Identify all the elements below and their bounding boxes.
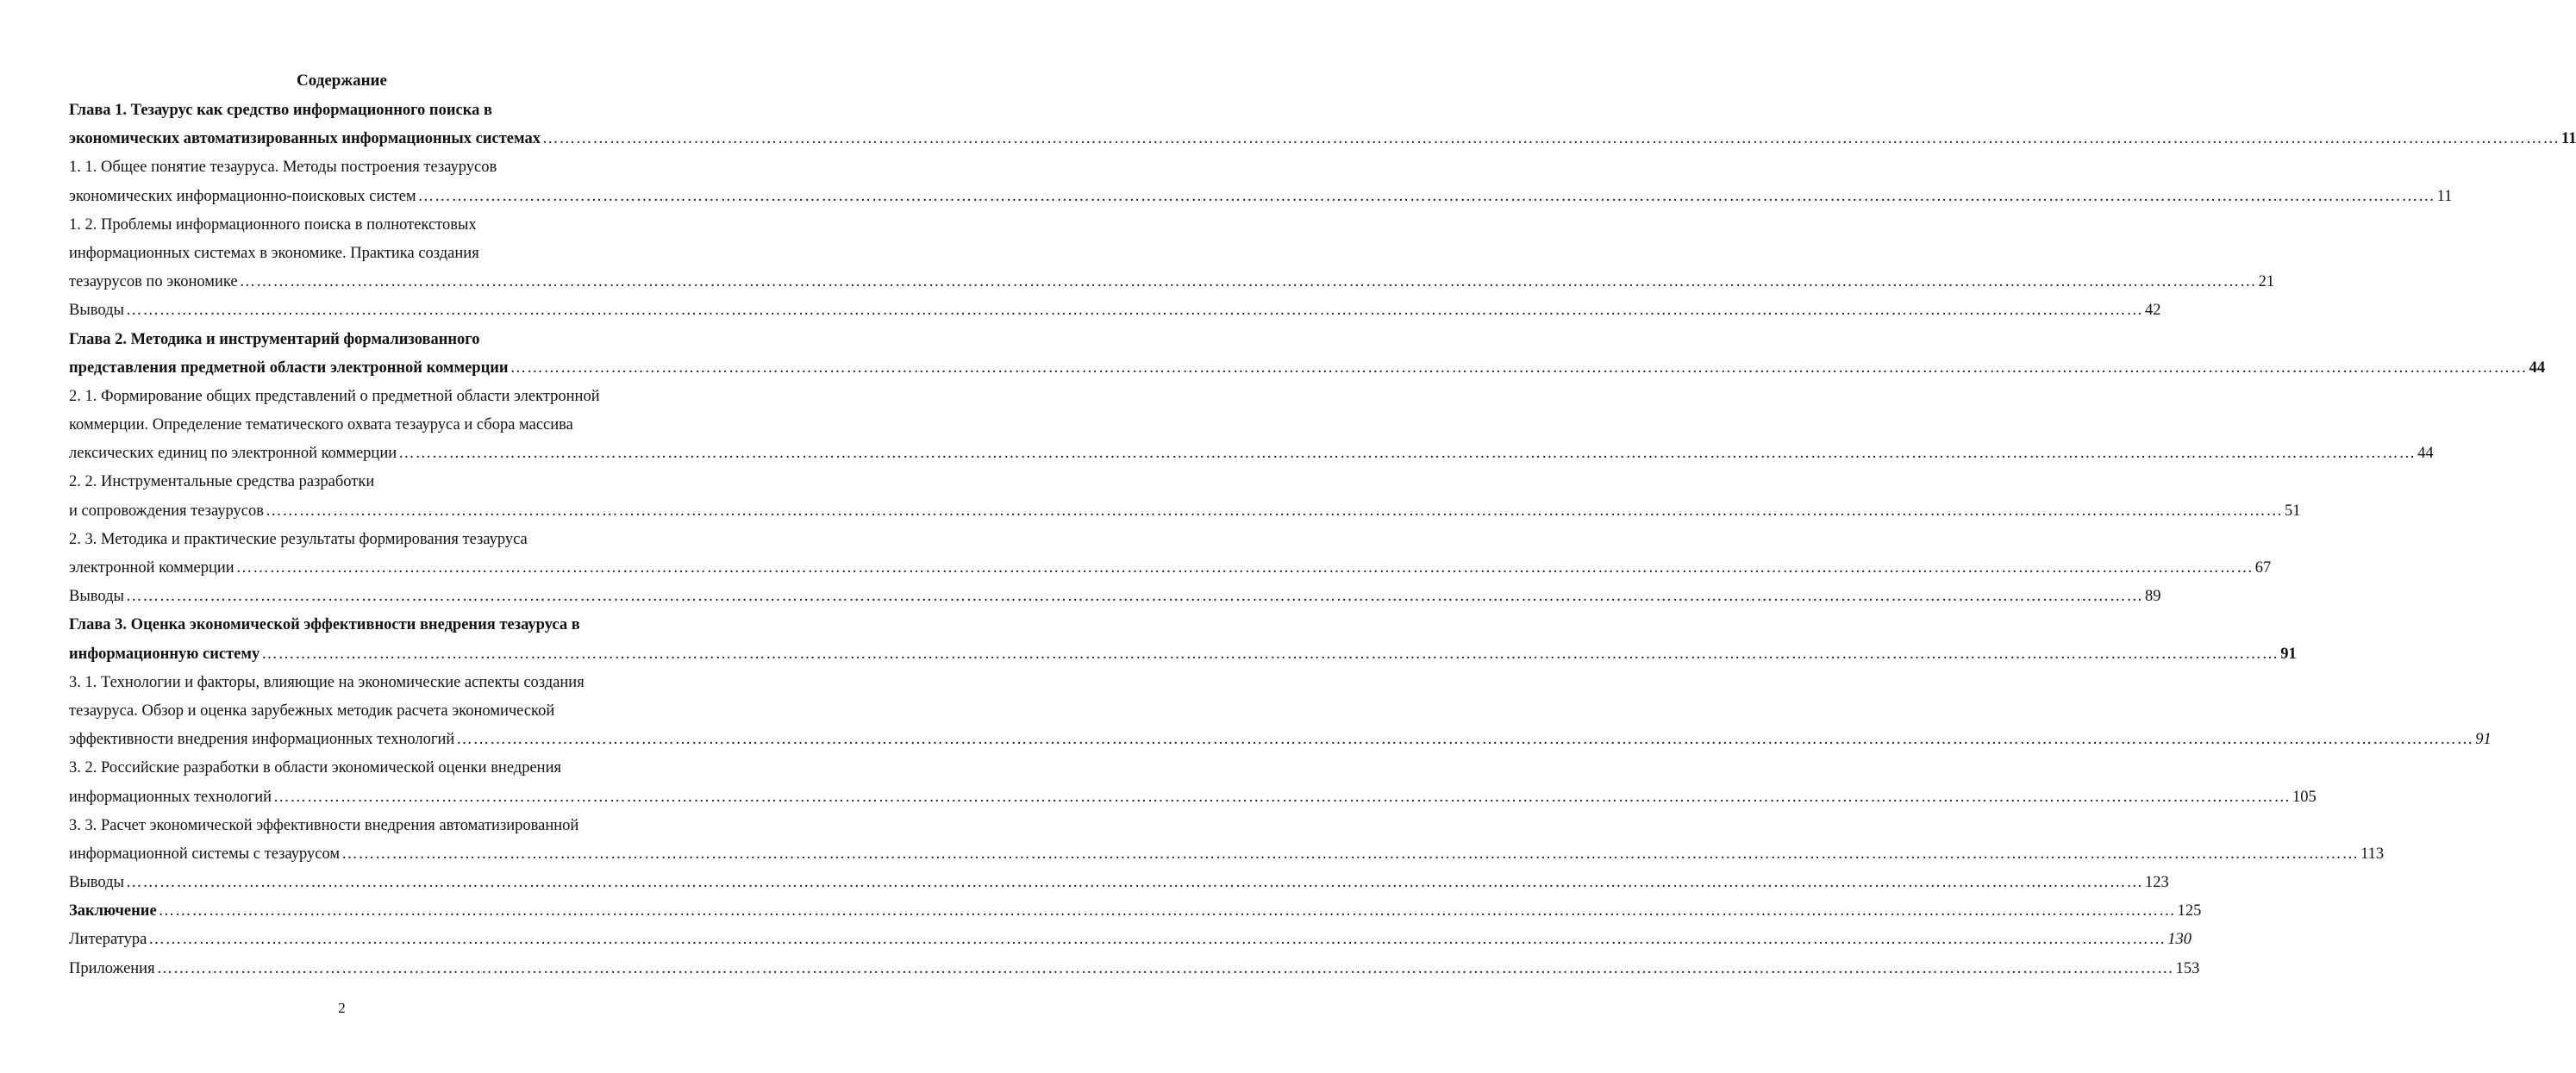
leader-dots: ……………………………………………………………………………………………………………………………………………………………………………………………………………………………………………………………………………………………………………………………… [541, 130, 2560, 148]
toc-entry-page: 11 [2436, 187, 2453, 205]
toc-entry-line: Глава 2. Методика и инструментарий формализованного [69, 330, 480, 348]
toc-entry-page: 11 [2560, 130, 2576, 148]
toc-entry-label: лексических единиц по электронной коммерции [69, 445, 397, 463]
toc-entry-label: эффективности внедрения информационных технологий [69, 731, 455, 749]
leader-dots: ……………………………………………………………………………………………………………………………………………………………………………………………………………………………………………………………………………………………………………………………… [239, 273, 2257, 291]
toc-entry-line [69, 640, 2297, 669]
leader-dots: ……………………………………………………………………………………………………………………………………………………………………………………………………………………………………………………………………………………………………………………………… [156, 959, 2174, 977]
leader-dots: ……………………………………………………………………………………………………………………………………………………………………………………………………………………………………………………………………………………………………………………………… [125, 588, 2143, 606]
toc-entry-line [69, 726, 2492, 754]
toc-entry-label: информационной системы с тезаурусом [69, 845, 341, 863]
toc-entry-page: 125 [2177, 902, 2202, 920]
leader-dots: ……………………………………………………………………………………………………………………………………………………………………………………………………………………………………………………………………………………………………………………………… [158, 902, 2176, 920]
toc-entry [69, 869, 2169, 897]
toc-entry-line: Глава 1. Тезаурус как средство информационного поиска в [69, 102, 492, 119]
toc-entry-page: 130 [2167, 931, 2192, 949]
toc-entry-line [69, 869, 2169, 897]
toc-entry-label: Выводы [69, 874, 124, 892]
leader-dots: ……………………………………………………………………………………………………………………………………………………………………………………………………………………………………………………………………………………………………………………………… [398, 445, 2417, 463]
toc-entry-line: Глава 3. Оценка экономической эффективности внедрения тезауруса в [69, 616, 580, 634]
toc-entry [69, 611, 2297, 668]
leader-dots: ……………………………………………………………………………………………………………………………………………………………………………………………………………………………………………………………………………………………………………………………… [417, 187, 2435, 205]
toc-entry [69, 955, 2200, 983]
toc-entry-line [69, 583, 2161, 611]
toc-entry-line [69, 840, 2385, 869]
leader-dots: ……………………………………………………………………………………………………………………………………………………………………………………………………………………………………………………………………………………………………………………………… [125, 874, 2143, 892]
toc-entry-label: Выводы [69, 302, 124, 320]
toc-entry-line: 1. 2. Проблемы информационного поиска в полнотекстовых [69, 215, 477, 234]
toc-entry-label: представления предметной области электронной коммерции [69, 359, 509, 377]
leader-dots: ……………………………………………………………………………………………………………………………………………………………………………………………………………………………………………………………………………………………………………………………… [510, 359, 2528, 377]
toc-entry [69, 468, 2301, 525]
toc-entry-line: коммерции. Определение тематического охвата тезауруса и сбора массива [69, 416, 573, 434]
toc-entry-line [69, 926, 2192, 954]
leader-dots: ……………………………………………………………………………………………………………………………………………………………………………………………………………………………………………………………………………………………………………………………… [125, 302, 2143, 320]
toc-entry-page: 44 [2529, 359, 2546, 377]
toc-entry-label: Литература [69, 931, 147, 949]
toc-entry-label: Приложения [69, 959, 155, 977]
toc-entry-page: 123 [2144, 874, 2169, 892]
toc-entry-line [69, 125, 2576, 153]
toc-entry-page: 89 [2144, 588, 2161, 606]
toc-entry-label: тезаурусов по экономике [69, 273, 238, 291]
toc-entry-line: 2. 2. Инструментальные средства разработки [69, 473, 375, 491]
toc-entry-line: информационных системах в экономике. Практика создания [69, 244, 479, 262]
toc-entry [69, 383, 2434, 469]
toc-entry-label: электронной коммерции [69, 559, 234, 577]
toc-entry-page: 42 [2144, 302, 2161, 320]
toc-entry [69, 583, 2161, 611]
toc-entry [69, 926, 2192, 954]
toc-entry-line [69, 268, 2275, 296]
page-title: Содержание [297, 72, 387, 90]
toc-entry [69, 296, 2161, 325]
leader-dots: ……………………………………………………………………………………………………………………………………………………………………………………………………………………………………………………………………………………………………………………………… [261, 645, 2279, 663]
toc-entry-line: 1. 1. Общее понятие тезауруса. Методы построения тезаурусов [69, 159, 497, 177]
toc-entry-line: 3. 3. Расчет экономической эффективности внедрения автоматизированной [69, 816, 579, 834]
leader-dots: ……………………………………………………………………………………………………………………………………………………………………………………………………………………………………………………………………………………………………………………………… [235, 559, 2254, 577]
toc-entry-page: 67 [2254, 559, 2272, 577]
toc-entry-line [69, 783, 2317, 812]
toc-entry-line [69, 183, 2453, 211]
toc-entry-line [69, 955, 2200, 983]
toc-entry-page: 105 [2292, 788, 2317, 806]
toc-entry-line [69, 296, 2161, 325]
toc-entry [69, 669, 2492, 755]
toc-entry-label: экономических информационно-поисковых систем [69, 187, 416, 205]
toc-entry [69, 754, 2317, 811]
toc-entry-line [69, 354, 2546, 383]
toc-entry-label: Заключение [69, 902, 157, 920]
toc-entry-line: 2. 3. Методика и практические результаты формирования тезауруса [69, 530, 528, 548]
toc-entry [69, 153, 2453, 210]
toc-entry-page: 21 [2258, 273, 2275, 291]
toc-entry-label: экономических автоматизированных информационных системах [69, 130, 541, 148]
toc-entry-page: 51 [2284, 502, 2301, 520]
toc-entry-page: 91 [2280, 645, 2297, 663]
toc-entry-page: 91 [2475, 731, 2492, 749]
toc-entry-label: информационную систему [69, 645, 260, 663]
leader-dots: ……………………………………………………………………………………………………………………………………………………………………………………………………………………………………………………………………………………………………………………………… [273, 788, 2292, 806]
toc-entry-page: 153 [2175, 959, 2200, 977]
toc-entry-line [69, 497, 2301, 526]
leader-dots: ……………………………………………………………………………………………………………………………………………………………………………………………………………………………………………………………………………………………………………………………… [148, 931, 2166, 949]
toc-entry-page: 44 [2417, 445, 2434, 463]
toc-entry-label: Выводы [69, 588, 124, 606]
toc-entry-label: информационных технологий [69, 788, 272, 806]
toc-entry-line: тезауруса. Обзор и оценка зарубежных методик расчета экономической [69, 702, 555, 720]
toc-entry-line: 3. 2. Российские разработки в области экономической оценки внедрения [69, 759, 561, 777]
table-of-contents [69, 97, 2576, 983]
toc-entry-line [69, 554, 2272, 583]
toc-entry [69, 897, 2202, 926]
toc-entry-line [69, 897, 2202, 926]
toc-entry-line [69, 440, 2434, 468]
toc-entry-line: 2. 1. Формирование общих представлений о предметной области электронной [69, 387, 600, 405]
leader-dots: ……………………………………………………………………………………………………………………………………………………………………………………………………………………………………………………………………………………………………………………………… [341, 845, 2360, 863]
toc-entry [69, 526, 2272, 583]
toc-entry-page: 113 [2360, 845, 2385, 863]
leader-dots: ……………………………………………………………………………………………………………………………………………………………………………………………………………………………………………………………………………………………………………………………… [456, 731, 2474, 749]
toc-entry [69, 211, 2275, 297]
page-number: 2 [338, 1000, 346, 1016]
leader-dots: ……………………………………………………………………………………………………………………………………………………………………………………………………………………………………………………………………………………………………………………………… [265, 502, 2283, 520]
toc-entry [69, 326, 2546, 383]
toc-entry-label: и сопровождения тезаурусов [69, 502, 264, 520]
toc-entry-line: 3. 1. Технологии и факторы, влияющие на экономические аспекты создания [69, 673, 585, 691]
toc-entry [69, 97, 2576, 153]
toc-entry [69, 812, 2385, 869]
